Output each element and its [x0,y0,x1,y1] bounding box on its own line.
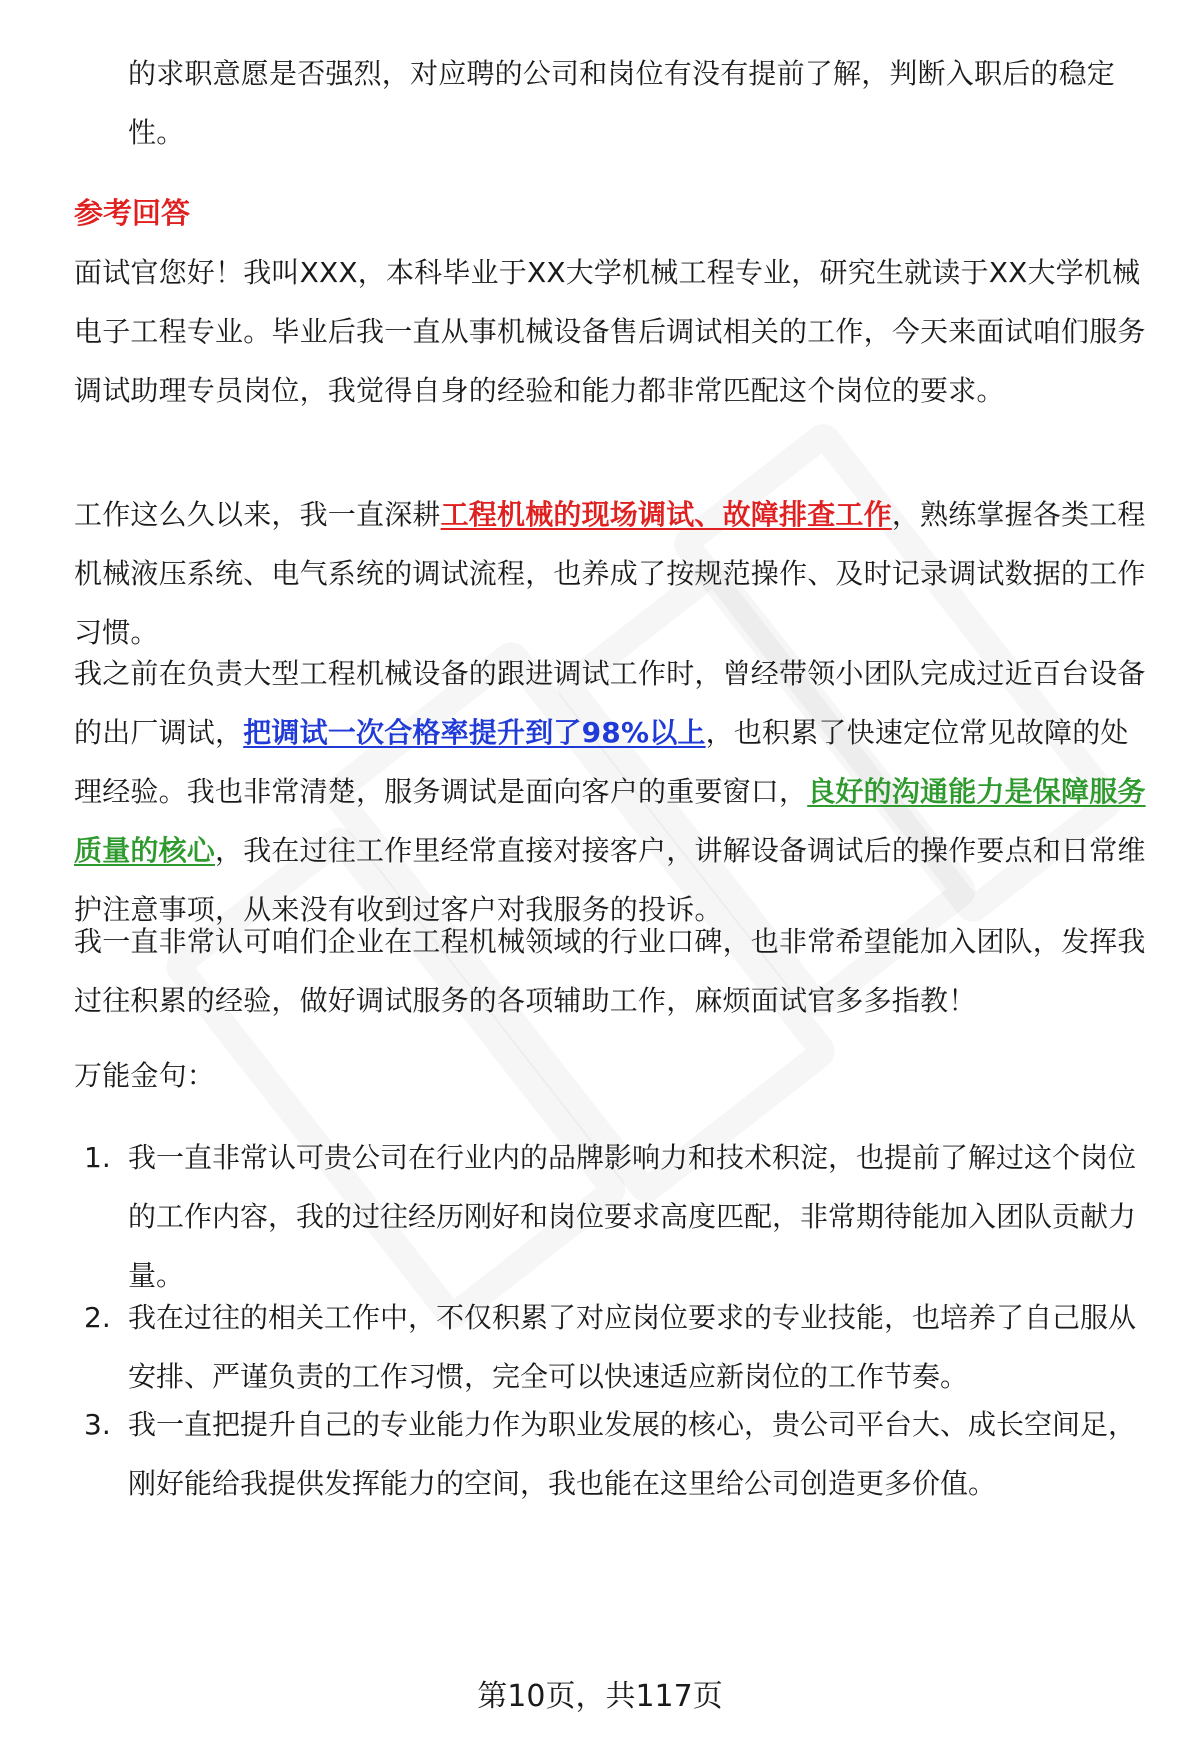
list-item-number: 2. [84,1301,111,1334]
para3-text-before: 我之前在负责大型工程机械设备的跟进调试工作时，曾经带领小团队完成过近百台设备的出厂调试， [74,657,1146,749]
list-item-text: 我一直非常认可贵公司在行业内的品牌影响力和技术积淀，也提前了解过这个岗位的工作内容，我的过往经历刚好和岗位要求高度匹配，非常期待能加入团队贡献力量。 [128,1141,1137,1292]
para3-text-after: ，我在过往工作里经常直接对接客户，讲解设备调试后的操作要点和日常维护注意事项，从来没有收到过客户对我服务的投诉。 [74,834,1146,926]
answer-paragraph-3 [74,644,1154,939]
list-item-number: 1. [84,1141,111,1174]
section-heading-reference-answer: 参考回答 [74,196,191,230]
highlight-green: 良好的沟通能力是保障服务质量的核心 [74,775,1146,867]
page-number-footer: 第10页，共117页 [477,1679,723,1714]
golden-phrases-title: 万能金句： [74,1059,216,1092]
list-item-text: 我一直把提升自己的专业能力作为职业发展的核心，贵公司平台大、成长空间足，刚好能给我提供发挥能力的空间，我也能在这里给公司创造更多价值。 [128,1408,1137,1500]
highlight-red: 工程机械的现场调试、故障排查工作 [440,498,892,531]
answer-paragraph-4: 我一直非常认可咱们企业在工程机械领域的行业口碑，也非常希望能加入团队，发挥我过往积累的经验，做好调试服务的各项辅助工作，麻烦面试官多多指教！ [74,925,1146,1017]
list-item-text: 我在过往的相关工作中，不仅积累了对应岗位要求的专业技能，也培养了自己服从安排、严谨负责的工作习惯，完全可以快速适应新岗位的工作节奏。 [128,1301,1137,1393]
list-item [84,1395,1154,1513]
list-item-number: 3. [84,1408,111,1441]
para2-text-after: ，熟练掌握各类工程机械液压系统、电气系统的调试流程，也养成了按规范操作、及时记录调试数据的工作习惯。 [74,498,1146,649]
para2-text-before: 工作这么久以来，我一直深耕 [74,498,441,531]
para3-text-middle: ，也积累了快速定位常见故障的处理经验。我也非常清楚，服务调试是面向客户的重要窗口， [74,716,1129,808]
highlight-blue: 把调试一次合格率提升到了98%以上 [243,716,706,749]
answer-paragraph-1: 面试官您好！我叫XXX，本科毕业于XX大学机械工程专业，研究生就读于XX大学机械电子工程专业。毕业后我一直从事机械设备售后调试相关的工作，今天来面试咱们服务调试助理专员岗位，我觉得自身的经验和能力都非常匹配这个岗位的要求。 [74,256,1146,407]
intro-continuation: 的求职意愿是否强烈，对应聘的公司和岗位有没有提前了解，判断入职后的稳定性。 [128,57,1116,149]
list-item [84,1128,1154,1305]
list-item [84,1288,1154,1406]
answer-paragraph-2 [74,485,1154,662]
